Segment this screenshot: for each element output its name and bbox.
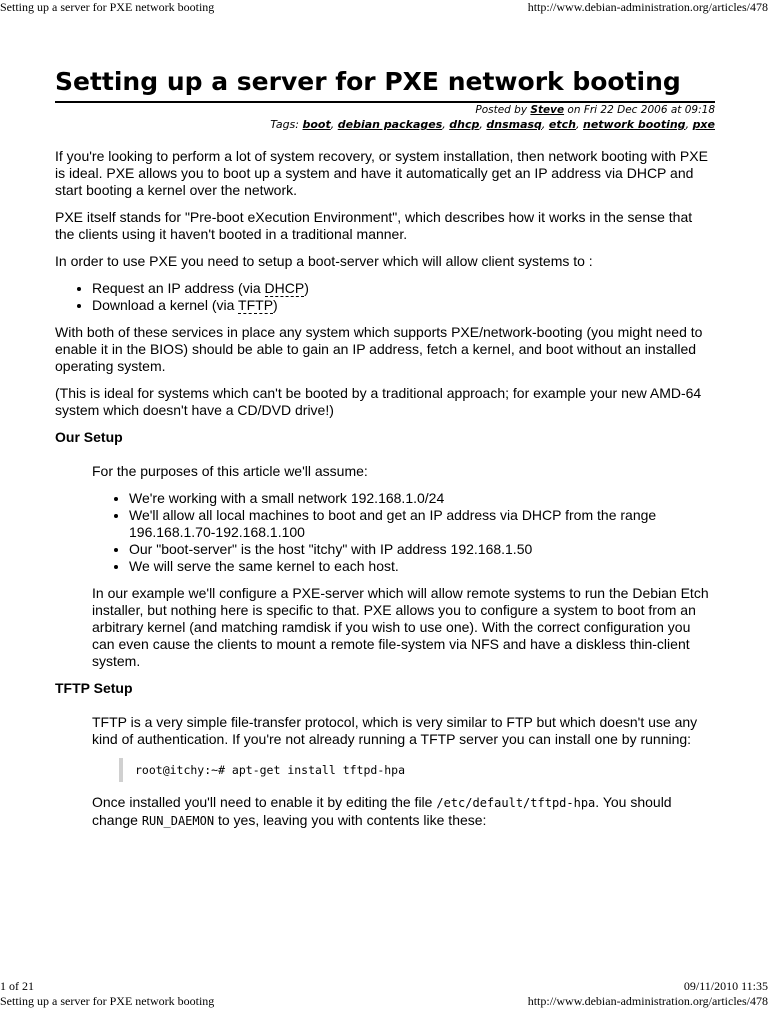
posted-by-prefix: Posted by <box>475 104 528 116</box>
tag-link[interactable]: dhcp <box>449 118 480 131</box>
tag-link[interactable]: dnsmasq <box>486 118 542 131</box>
requirements-intro: In order to use PXE you need to setup a boot-server which will allow client systems to : <box>55 253 593 269</box>
tags-line: Tags: boot, debian packages, dhcp, dnsmasq, etch, network booting, pxe <box>270 118 715 131</box>
tag-link[interactable]: pxe <box>692 118 715 131</box>
print-footer-url: http://www.debian-administration.org/articles/478 <box>527 994 768 1008</box>
setup-list <box>92 490 715 575</box>
posted-date: on Fri 22 Dec 2006 at 09:18 <box>567 104 715 116</box>
config-file-path: /etc/default/tftpd-hpa <box>436 796 596 810</box>
article-body <box>55 62 715 840</box>
our-setup-heading: Our Setup <box>55 429 123 445</box>
requirements-list <box>55 280 715 314</box>
dhcp-abbr[interactable]: DHCP <box>264 280 305 296</box>
services-paragraph: With both of these services in place any system which supports PXE/network-booting (you might need to enable it in the BIOS) should be able to gain an IP address, fetch a kernel, and boot without an installed operating system. <box>55 324 703 374</box>
setup-paragraph: In our example we'll configure a PXE-server which will allow remote systems to run the Debian Etch installer, but nothing here is specific to that. PXE allows you to configure a system to boot from an arbitrary kernel (and matching ramdisk if you wish to use one). With the correct configuration you can even cause the clients to mount a remote file-system via NFS and have a diskless thin-client system. <box>92 585 709 669</box>
tftp-paragraph: TFTP is a very simple file-transfer protocol, which is very similar to FTP but which doesn't use any kind of authentication. If you're not already running a TFTP server you can install one by running: <box>92 714 698 747</box>
tag-link[interactable]: etch <box>548 118 576 131</box>
list-item: • We're working with a small network 192.168.1.0/24 <box>129 490 715 507</box>
command-block: root@itchy:~# apt-get install tftpd-hpa <box>119 758 715 782</box>
print-footer-title: Setting up a server for PXE network booting <box>0 994 215 1008</box>
print-header-url: http://www.debian-administration.org/articles/478 <box>527 0 768 14</box>
run-daemon-var: RUN_DAEMON <box>141 814 215 828</box>
amd64-paragraph: (This is ideal for systems which can't be booted by a traditional approach; for example your new AMD-64 system which doesn't have a CD/DVD drive!) <box>55 385 702 418</box>
list-item: • Our "boot-server" is the host "itchy" with IP address 192.168.1.50 <box>129 541 715 558</box>
tftp-config-paragraph: Once installed you'll need to enable it by editing the file /etc/default/tftpd-hpa. You should change RUN_DAEMON to yes, leaving you with contents like these: <box>92 794 672 828</box>
intro-paragraph: If you're looking to perform a lot of system recovery, or system installation, then network booting with PXE is ideal. PXE allows you to boot up a system and have it automatically get an IP address via DHCP and start booting a kernel over the network. <box>55 148 708 198</box>
tftp-setup-section <box>55 714 715 830</box>
our-setup-section <box>55 463 715 670</box>
list-item: • We will serve the same kernel to each host. <box>129 558 715 575</box>
tags-label: Tags: <box>270 118 299 131</box>
pxe-definition-paragraph: PXE itself stands for "Pre-boot eXecution Environment", which describes how it works in the sense that the clients using it haven't booted in a traditional manner. <box>55 209 693 242</box>
tftp-setup-heading: TFTP Setup <box>55 680 133 696</box>
setup-intro: For the purposes of this article we'll assume: <box>92 463 368 479</box>
list-item: • We'll allow all local machines to boot and get an IP address via DHCP from the range 196.168.1.70-192.168.1.100 <box>129 507 715 541</box>
print-footer-datetime: 09/11/2010 11:35 <box>683 979 768 993</box>
tag-link[interactable]: debian packages <box>337 118 443 131</box>
article-title: Setting up a server for PXE network booting <box>55 66 715 103</box>
tag-link[interactable]: boot <box>302 118 331 131</box>
tftp-abbr[interactable]: TFTP <box>238 297 274 313</box>
list-item: • Download a kernel (via TFTP) <box>92 297 715 314</box>
tag-link[interactable]: network booting <box>583 118 686 131</box>
article-meta <box>55 104 715 117</box>
author-link[interactable]: Steve <box>530 104 565 116</box>
print-header-title: Setting up a server for PXE network booting <box>0 0 215 14</box>
list-item: • Request an IP address (via DHCP) <box>92 280 715 297</box>
print-footer-page: 1 of 21 <box>0 979 34 993</box>
